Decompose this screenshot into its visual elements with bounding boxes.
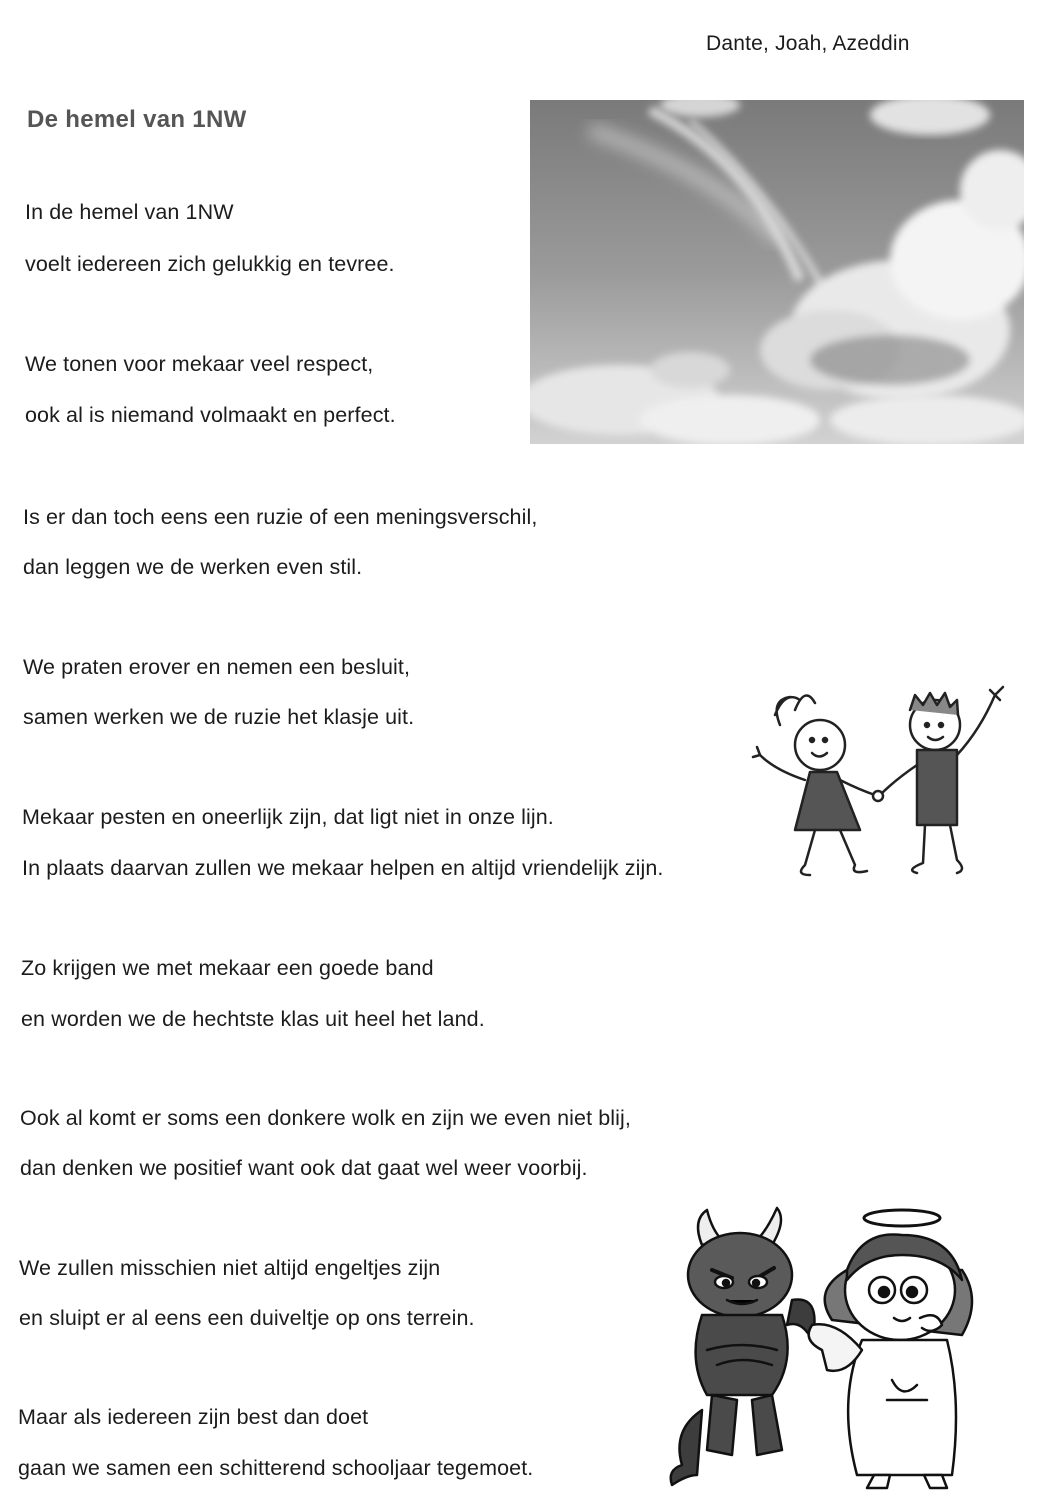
poem-line: Zo krijgen we met mekaar een goede band [21,956,434,980]
authors: Dante, Joah, Azeddin [706,32,910,55]
poem-line: We praten erover en nemen een besluit, [23,655,411,679]
poem-line: In de hemel van 1NW [25,200,234,224]
poem-line: en worden we de hechtste klas uit heel het land. [21,1007,485,1031]
page-title: De hemel van 1NW [27,106,247,133]
kids-holding-hands-image [745,685,1015,885]
poem-line: Is er dan toch eens een ruzie of een meningsverschil, [23,505,538,529]
poem-line: voelt iedereen zich gelukkig en tevree. [25,252,395,276]
poem-line: Mekaar pesten en oneerlijk zijn, dat ligt niet in onze lijn. [22,805,554,829]
poem-line: dan leggen we de werken even stil. [23,555,363,579]
poem-line: samen werken we de ruzie het klasje uit. [23,705,415,729]
poem-line: We tonen voor mekaar veel respect, [25,352,374,376]
devil-and-angel-image [662,1200,992,1490]
poem-line: gaan we samen een schitterend schooljaar tegemoet. [18,1456,534,1480]
poem-line: We zullen misschien niet altijd engeltjes zijn [19,1256,441,1280]
sky-clouds-image [530,100,1024,444]
poem-line: ook al is niemand volmaakt en perfect. [25,403,396,427]
poem-line: In plaats daarvan zullen we mekaar helpen en altijd vriendelijk zijn. [22,856,664,880]
poem-line: Maar als iedereen zijn best dan doet [18,1405,369,1429]
poem-line: dan denken we positief want ook dat gaat wel weer voorbij. [20,1156,588,1180]
poem-line: en sluipt er al eens een duiveltje op ons terrein. [19,1306,475,1330]
poem-line: Ook al komt er soms een donkere wolk en zijn we even niet blij, [20,1106,631,1130]
